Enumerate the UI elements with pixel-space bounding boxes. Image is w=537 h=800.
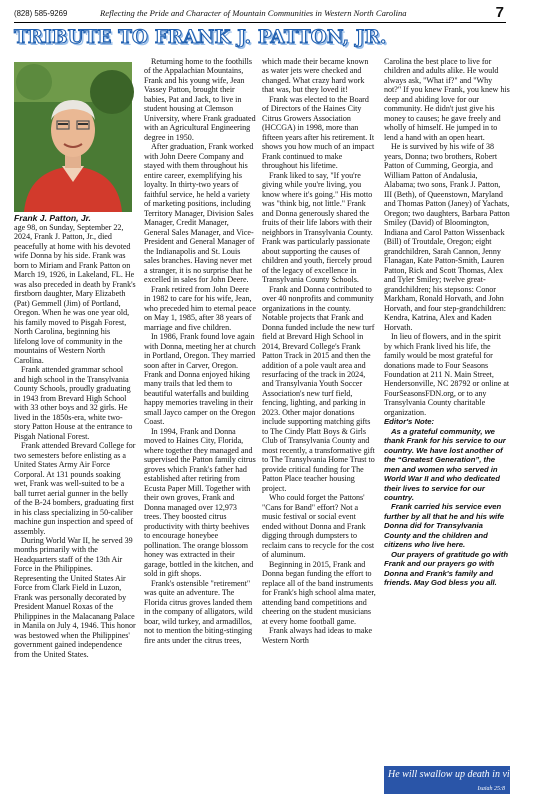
editors-note-paragraph: As a grateful community, we thank Frank for his service to our country. We have lost another of the “Greatest Generation”, the men and women who served in World War II and who dedicated their lives to service for our country. [384, 426, 506, 503]
scripture-verse-box [384, 766, 537, 794]
column-1 [14, 223, 136, 783]
column-2 [144, 57, 256, 785]
verse-text: He will swallow up death in victory... [388, 769, 537, 780]
editors-note-paragraph: Frank carried his service even further by all that he and his wife Donna did for Transylvania County and the children and citizens who live here. [384, 502, 505, 550]
paragraph: Frank retired from John Deere in 1982 to care for his wife, Jean, who preceded him to eternal peace on May 1, 1985, after 38 years of marriage and five children. [144, 284, 256, 332]
paragraph: During World War II, he served 39 months primarily with the Headquarters staff of the 13th Air Force in the Philippines. Representing the United States Air Force from Clark Field in Luzon, Frank was personally decorated by President Manuel Roxas of the Philippines in the Malacanang Palace in Manila on July 4, 1946. This honor was bestowed when the Philippines' government gained independence from the United States. [14, 535, 136, 659]
page-header [14, 4, 506, 23]
paragraph: After graduation, Frank worked with John Deere Company and stayed with them throughout his entire career, exemplifying his loyalty. In thirty-two years of faithful service, he held a variety of marketing positions, including Territory Manager, Division Sales Manager, Credit Manager, General Sales Manager, and Vice-President and General Manager of the Indianapolis and St. Louis sales branches. Having never met a stranger, it is no surprise that he excelled in sales for John Deere. [144, 142, 255, 285]
paragraph: In 1986, Frank found love again with Donna, meeting her at church in Portland, Oregon. They married soon after in Carver, Oregon. Frank and Donna enjoyed hiking many trails that led them to beautiful waterfalls and building happy memories traveling in their small Jayco camper on the Oregon Coast. [144, 332, 256, 427]
paragraph: In 1994, Frank and Donna moved to Haines City, Florida, where together they managed and supervised the Patton family citrus groves which Frank's father had established after retiring from Ecusta Paper Mill. Together with their own groves, Frank and Donna managed over 12,973 trees. They boosted citrus productivity with thirty beehives to encourage honeybee pollination. The orange blossom honey was extracted in their garage, bottled in the kitchen, and sold in gift shops. [144, 426, 256, 579]
paragraph: Frank attended grammar school and high school in the Transylvania County Schools, proudly graduating in 1943 from Brevard High School with 33 other boys and 32 girls. He lived in the 1850s-era, white two-story Patton House at the entrance to Pisgah National Forest. [14, 365, 133, 441]
editors-note-paragraph: Our prayers of gratitude go with Frank and our prayers go with Donna and Frank's family and friends. May God bless you all. [384, 549, 509, 588]
verse-reference: Isaiah 25:8 [477, 786, 505, 792]
paragraph: In lieu of flowers, and in the spirit by which Frank lived his life, the family would be most grateful for donations made to Four Seasons Foundation at 211 N. Main Street, Hendersonville, NC 28792 or online at FourSeasonsFDN.org, or to any Transylvania County charitable organization. [384, 332, 510, 417]
paragraph: Frank liked to say, "If you're giving while you're living, you know where it's going." His motto was "think big, not little." Frank and Donna generously shared the fruits of their life labors with their neighbors in Transylvania County. Frank was particularly passionate about supporting the causes of children and youth, fiercely proud of the legacy of excellence in Transylvania County Schools. [262, 170, 373, 285]
paragraph: Beginning in 2015, Frank and Donna began funding the effort to replace all of the band instruments for Frank's high school alma mater, attending band competitions and cheering on the student musicians at every home football game. [262, 559, 376, 626]
portrait-illustration [14, 62, 132, 212]
paragraph: He is survived by his wife of 38 years, Donna; two brothers, Robert Patton of Cumming, Georgia, and William Patton of Andalusia, Alabama; two sons, Frank J. Patton, III (Beth), of Queenstown, Maryland and Thomas Patton (Janey) of Yachats, Oregon; two daughters, Barbara Patton Smiley (David) of Bloomington, Indiana and Carol Patton Wissenback (Bill) of Troutdale, Oregon; eight grandchildren, Sarah Cannon, Jenny Flanagan, Kate Patton-Smith, Lauren Patton, Rick and Scott Thomas, Alex and Tyler Smiley; twelve great-grandchildren; his stepsons: Conor Markham, Ronald Horvath, and John Horvath, and four step-grandchildren: Kendra, Katrina, Alex and Kaden Horvath. [384, 142, 510, 332]
paragraph: Returning home to the foothills of the Appalachian Mountains, Frank and his young wife, Jean Vassey Patton, brought their babies, Pat and Jack, to live in student housing at Clemson University, where Frank graduated with an Agricultural Engineering degree in 1950. [144, 57, 256, 142]
editors-note-heading: Editor's Note: [384, 417, 435, 427]
column-3 [262, 57, 376, 785]
paragraph: Frank always had ideas to make Western North [262, 626, 373, 645]
paragraph: Frank was elected to the Board of Directors of the Haines City Citrus Growers Association (HCCGA) in 1998, more than fifteen years after his retirement. It shows you how much of an impact Frank continued to make throughout his lifetime. [262, 94, 375, 171]
portrait-photo [14, 62, 132, 212]
paragraph: which made their became known as water jets were checked and changed. What crazy hard work that was, but they loved it! [262, 57, 369, 95]
photo-caption: Frank J. Patton, Jr. [14, 213, 91, 223]
paragraph: Carolina the best place to live for children and adults alike. He would always ask, "What if?" and "Why not?" If you knew Frank, you knew his deep and abiding love for our community. He didn't just give his money to causes; he gave freely and wholly of himself. He jumped in to lend a hand with an open heart. [384, 57, 510, 142]
paragraph: age 98, on Sunday, September 22, 2024, Frank J. Patton, Jr., died peacefully at home with his devoted wife Donna by his side. Frank was born to Miriam and Frank Patton on March 19, 1926, in Lakeland, FL. He was also preceded in death by Frank's firstborn daughter, Mary Elizabeth (Pat) Gemmell (Jim) of Portland, Oregon. When he was one year old, his family moved to Pisgah Forest, North Carolina, beginning his lifelong love of community in the mountains of Western North Carolina. [14, 223, 136, 365]
tribute-headline: TRIBUTE TO FRANK J. PATTON, JR. [14, 27, 387, 48]
page-number: 7 [495, 4, 504, 21]
paragraph: Frank's ostensible "retirement" was quite an adventure. The Florida citrus groves landed them in the company of alligators, wild boar, wild turkey, and armadillos, not to mention the biting-stinging fire ants under the citrus trees, [144, 578, 253, 645]
header-tagline: Reflecting the Pride and Character of Mountain Communities in Western North Carolina [100, 8, 407, 18]
column-4 [384, 57, 510, 717]
paragraph: Frank attended Brevard College for two semesters before enlisting as a United States Army Air Force Corporal. At 131 pounds soaking wet, Frank was well-suited to be a ball turret aerial gunner in the belly of the B-24 bombers, graduating first in his class specializing in 50-caliber machine gun inspection and speed of assembly. [14, 441, 136, 536]
paragraph: Who could forget the Pattons' "Cans for Band" effort? Not a music festival or social event ended without Donna and Frank digging through dumpsters to reclaim cans to recycle for the cost of aluminum. [262, 493, 375, 560]
paragraph: Frank and Donna contributed to over 40 nonprofits and community organizations in the county. Notable projects that Frank and Donna funded include the new turf field at Brevard High School in 2014, Brevard College's Frank Patton Track in 2015 and then the addition of a pole vault area and resurfacing of the track in 2024, and Transylvania Youth Soccer Association's new turf field, fencing, lighting, and parking in 2023. Other major donations include supporting matching gifts to The Cindy Platt Boys & Girls Club of Transylvania County and most recently, a transformative gift to The Transylvania Home Trust to provide critical funding for The Patton Place teacher housing project. [262, 284, 375, 493]
header-phone: (828) 585-9269 [14, 9, 68, 18]
